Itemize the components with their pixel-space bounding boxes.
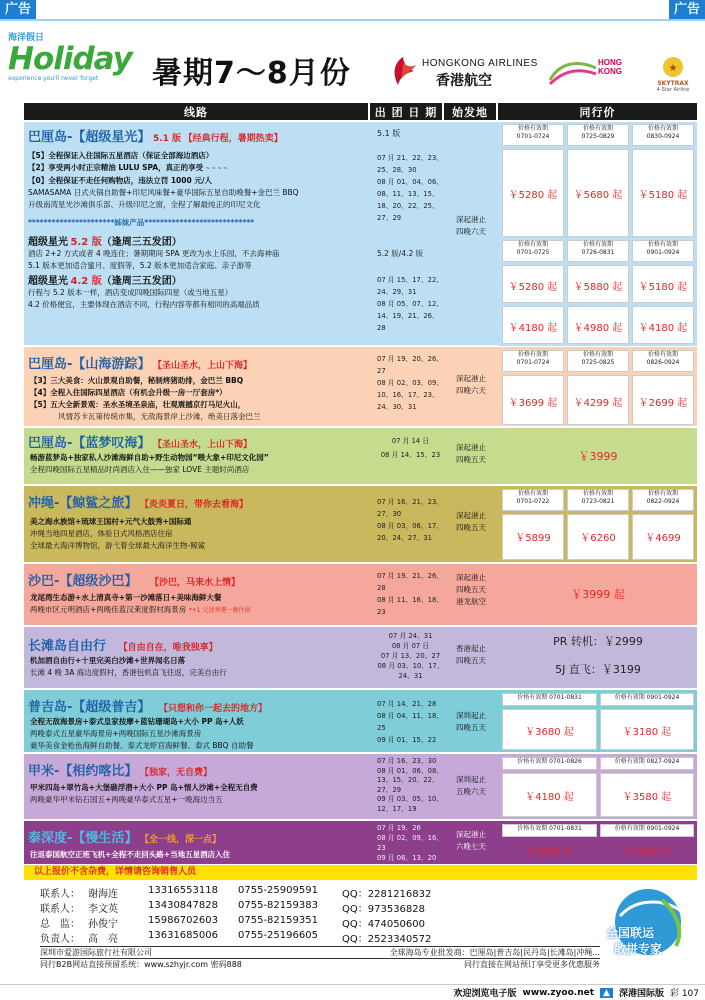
product-42-desc: 行程与 5.2 版本一样，酒店变成四晚国际四星（或当地五星） [28, 288, 233, 297]
price-value: ￥5880 起 [567, 265, 629, 303]
feature-line: 【2】享受两小时正宗精油 LULU SPA，真正的享受 ~ ~ ~ ~ [28, 163, 228, 172]
price-value: ￥4180 起 [632, 306, 694, 344]
section-thailand-deep [24, 820, 697, 864]
section-title-row: 普吉岛-【超级普吉】 【只想和你一起去的地方】 [28, 700, 267, 715]
section-sabah [24, 563, 697, 625]
contact-row: 负责人： 高 亮 13631685006 0755-25196605 QQ：2523340572 [40, 930, 432, 945]
price-period: 价格有效期 0701-0826 [502, 757, 597, 770]
product-42-desc: 4.2 价格便宜，主要体现在酒店不同，行程内容等都有相同的高端品质 [28, 300, 260, 309]
origin-duration: 深起港止 四晚六天 [456, 374, 486, 395]
footer-url[interactable]: www.zyoo.net [522, 987, 595, 998]
feature-line: 龙尾湾生态游+水上清真寺+第一沙滩落日+美味海鲜大餐 [30, 593, 222, 602]
origin-duration: 深圳起止 四晚五天 [456, 711, 486, 732]
price-period: 价格有效期 0822-0924 [632, 489, 694, 511]
feature-line: 【5】五大全新景观：圣水圣境圣泉庙，壮观震撼京打马尼火山， [30, 400, 246, 409]
ad-label-left: 广告 [0, 0, 36, 19]
price-period: 价格有效期 0725-0829 [567, 124, 629, 146]
price-period: 价格有效期 0701-0831 [502, 824, 597, 837]
b2b-note: 同行直接在网站预订享受更多优惠服务 [464, 960, 600, 969]
departure-dates: 07 月 19、20、26、27 08 月 02、03、09、10、16、17、23、24、30、31 [377, 355, 444, 411]
feature-line: 【3】三大美食：火山景观自助餐，秘制烤猪助排，金巴兰 BBQ [30, 376, 244, 385]
date-label: 5.2 版/4.2 版 [377, 249, 424, 258]
airline-bird-icon [388, 55, 418, 87]
sister-products-divider: **********************姊妹产品**************************** [28, 218, 255, 227]
origin-duration: 香港起止 四晚五天 [456, 644, 486, 665]
price-value: ￥3580 起 [600, 773, 694, 817]
footer-brand: 深港国际版 [618, 989, 664, 999]
brand-name: Holiday [8, 41, 132, 77]
price-period: 价格有效期 0901-0924 [600, 693, 694, 706]
feature-line: 甲米四岛+翠竹岛+大堡礁浮潜+大小 PP 岛+情人沙滩+全程无自费 [30, 783, 258, 792]
notice-text: 以上报价不含杂费，详情请咨询销售人员 [34, 867, 197, 877]
departure-dates: 07 月 21、22、23、25、28、30 08 月 01、04、06、08、11、13、15、18、20、22、25、27、29 [377, 154, 444, 222]
feature-line: 全球最大海洋博物馆，游弋着全球最大海洋生物-鲸鲨 [30, 541, 206, 550]
section-title-row: 巴厘岛-【山海游踪】 【圣山圣水，上山下海】 [28, 357, 252, 372]
price-value: ￥5680 起 [525, 847, 574, 858]
skytrax-sub: 4-Star Airline [656, 87, 690, 93]
departure-dates: 07 月 15、17、22、24、29、31 08 月 05、07、12、14、19、21、26、28 [377, 276, 444, 332]
departure-dates: 07 月 16、21、23、27、30 08 月 03、06、17、20、24、27、31 [377, 498, 444, 542]
origin-duration: 深起港止 四晚六天 [456, 215, 486, 236]
feature-line: 往返泰国航空正班飞机+全程不走回头路+当地五星酒店入住 [30, 850, 231, 859]
price-value: ￥5899 [502, 514, 564, 560]
price-value: ￥5680 起 [567, 149, 629, 237]
section-phuket [24, 689, 697, 752]
header-route: 线路 [24, 103, 368, 120]
section-bali-lembongan [24, 427, 697, 484]
price-value: ￥5180 起 [632, 265, 694, 303]
section-title-row: 甲米-【相约喀比】 【独家，无自费】 [28, 764, 212, 779]
price-value: ￥4980 起 [567, 306, 629, 344]
airline-name-cn: 香港航空 [436, 73, 492, 89]
price-value: ￥3180 起 [600, 709, 694, 750]
price-period: 价格有效期 0701-0724 [502, 124, 564, 146]
page-number: 彩 107 [669, 989, 699, 999]
section-title-row: 泰深度-【慢生活】 【全一线，深一点】 [28, 831, 221, 846]
product-52-desc: 酒店 2+2 方式或者 4 晚连住；暑期期间 SPA 更改为水上乐园，不去海神庙 [28, 249, 280, 258]
skytrax-text: SKYTRAX [657, 80, 689, 87]
section-boracay [24, 626, 697, 688]
price-period: 价格有效期 0701-0722 [502, 489, 564, 511]
price-value: ￥4180 起 [502, 306, 564, 344]
price-period: 价格有效期 0701-0724 [502, 350, 564, 372]
feature-line: 风情苏卡瓦第传统市集，无敌海景岸上沙滩，绝美日落金巴兰 [58, 412, 261, 421]
price-period: 价格有效期 0701-0831 [502, 693, 597, 706]
price-period: 价格有效期 0827-0924 [600, 757, 694, 770]
ad-label-right: 广告 [669, 0, 705, 19]
globe-badge: 全国联运 散拼专家 [598, 886, 698, 960]
departure-dates: 07 月 19、26 08 月 02、09、16、23 09 月 06、13、20 [377, 824, 444, 862]
price-period: 价格有效期 0830-0924 [632, 124, 694, 146]
origin-duration: 深起港止 四晚五天 [456, 511, 486, 532]
section-krabi [24, 753, 697, 819]
price-period: 价格有效期 0701-0725 [502, 240, 564, 262]
price-value: 5J 直飞：￥3199 [555, 663, 641, 676]
feature-line: 两晚豪华甲米钻石国五+两晚豪华泰式五星+一晚海边当五 [30, 795, 223, 804]
company-slogan: 全球海岛专业批发商：巴厘岛|普吉岛|民丹岛|长滩岛|冲绳... [389, 948, 600, 957]
product-52-desc: 5.1 版本更加适合蜜月、度假等，5.2 版本更加适合家庭、亲子游等 [28, 261, 252, 270]
price-value: ￥5180 起 [632, 149, 694, 237]
section-okinawa [24, 485, 697, 562]
airline-name-en: HONGKONG AIRLINES [422, 58, 538, 69]
price-value: ￥5280 起 [502, 149, 564, 237]
section-bali-mountain [24, 346, 697, 426]
skytrax-logo [648, 56, 698, 96]
feature-line: 冲绳当地四星酒店，体验日式风格酒店住宿 [30, 529, 173, 538]
swoosh-icon [548, 54, 598, 90]
feature-line: 【4】全程入住国际四星酒店（有机会升级一房一厅套房*） [30, 388, 227, 397]
origin-duration: 深起港止 四晚五天 港龙航空 [456, 573, 486, 606]
price-value: ￥3999 起 [571, 588, 625, 601]
section-version: 5.1 版 [152, 134, 182, 144]
brand-tagline: experience you'll never forget [8, 75, 99, 82]
origin-duration: 深起港止 六晚七天 [456, 830, 486, 851]
company-name: 深圳市爱游国际旅行社有限公司 [40, 948, 152, 957]
price-value: ￥3699 起 [502, 375, 564, 425]
header-price: 同行价 [498, 103, 697, 120]
price-value: ￥6260 [567, 514, 629, 560]
origin-duration: 深圳起止 五晚六天 [456, 775, 486, 796]
price-period: 价格有效期 0826-0924 [632, 350, 694, 372]
page-footer [0, 984, 705, 1000]
contact-row: 联系人： 谢海连 13316553118 0755-25909591 QQ：2281216832 [40, 885, 432, 900]
price-value: ￥4180 起 [502, 773, 597, 817]
notice-bar [24, 865, 697, 880]
price-period: 价格有效期 0723-0821 [567, 489, 629, 511]
company-info [40, 946, 600, 970]
brand-small: 海洋假日 [8, 33, 45, 43]
date-label: 5.1 版 [377, 129, 401, 138]
price-period: 价格有效期 0901-0924 [632, 240, 694, 262]
price-value: ￥4999 起 [622, 847, 672, 858]
departure-dates: 07 月 14 日 08 月 14、15、23 [380, 437, 441, 459]
feature-line: 豪华美食金枪鱼海鲜自助餐、泰式龙虾宫海鲜餐、泰式 BBQ 自助餐 [30, 741, 254, 750]
contact-row: 联系人： 李文英 13430847828 0755-82159383 QQ：973536828 [40, 900, 426, 915]
feature-line: 畅游蓝梦岛+独家私人沙滩海鲜自助+野生动物园“喂大象+印尼文化园” [30, 453, 269, 462]
hongkong-airlines-logo [388, 55, 538, 93]
price-value: ￥4699 [632, 514, 694, 560]
price-value: ￥4299 起 [567, 375, 629, 425]
contacts-list [40, 885, 600, 945]
price-period: 价格有效期 0901-0924 [600, 824, 694, 837]
section-title-row: 巴厘岛-【蓝梦叹海】 【圣山圣水，上山下海】 [28, 436, 252, 451]
hongkong-brand-logo [548, 54, 644, 90]
footer-badge-icon: ▲ [600, 988, 613, 998]
origin-duration: 深起港止 四晚五天 [456, 443, 486, 464]
section-tag: 【经典行程，暑期热卖】 [183, 134, 283, 144]
departure-dates: 07 月 24、31 08 月 07 日 07 月 13、20、27 08 月 03、10、17、24、31 [377, 632, 444, 680]
feature-line: SAMASAMA 日式火锅自助餐+印尼风味餐+豪华国际五星自助晚餐+金巴兰 BBQ [28, 188, 299, 197]
price-value: ￥3680 起 [502, 709, 597, 750]
feature-line: 两晚泰式五星豪华海景房+两晚国际五星沙滩海景房 [30, 729, 202, 738]
feature-line: 全程无敌海景房+泰式皇家按摩+蓝钻珊瑚岛+大小 PP 岛+人妖 [30, 717, 244, 726]
svg-text:★: ★ [668, 63, 678, 74]
section-title-row: 长滩岛自由行 【自由自在，唯我独享】 [28, 639, 218, 654]
holiday-logo [8, 30, 132, 96]
price-period: 价格有效期 0725-0825 [567, 350, 629, 372]
feature-line: 机加酒自由行+十里完美白沙滩+世界闻名日落 [30, 656, 186, 665]
price-value: PR 转机：￥2999 [553, 635, 643, 648]
stars-icon [661, 56, 685, 78]
b2b-site: 同行B2B网站直接预留系统：www.szhyjr.com 密码888 [40, 960, 242, 969]
section-title-row: 冲绳-【鲸鲨之旅】 【炎炎夏日，带你去看海】 [28, 496, 248, 511]
departure-dates: 07 月 19、21、26、28 08 月 11、16、18、23 [377, 572, 444, 616]
hk-brand-text: HONG KONG [598, 58, 622, 76]
feature-line: 两晚市区元明酒店+两晚佳蓝汉莱度假村海景房 *+1 元送香港一晚住宿 [30, 605, 251, 614]
feature-line: 升级南湾星光沙滩俱乐部、升级印尼之窗，全程了解最纯正的印尼文化 [28, 200, 261, 209]
footer-text: 欢迎浏览电子版 [453, 989, 517, 999]
product-52-title: 超级星光 5.2 版（逢周三五发团） [28, 237, 182, 248]
price-value: ￥5280 起 [502, 265, 564, 303]
feature-line: 长滩 4 晚 3A 海边度假村，香港包机直飞往返，完美自由行 [30, 668, 227, 677]
section-title-row [28, 126, 370, 145]
header-origin: 始发地 [444, 103, 496, 120]
feature-line: 全程四晚国际五星精品时尚酒店入住——独家 LOVE 主题时尚酒店 [30, 465, 250, 474]
top-divider [0, 19, 705, 21]
contact-row: 总 监： 孙俊宁 15986702603 0755-82159351 QQ：474050600 [40, 915, 426, 930]
section-title: 巴厘岛-【超级星光】 [28, 130, 151, 145]
feature-line: 【0】全程保证不走任何购物店，违法立罚 1000 元/人 [28, 176, 213, 185]
feature-line: 美之海水族馆+琉球王国村+元气大鼓秀+国际通 [30, 517, 192, 526]
header-date: 出 团 日 期 [370, 103, 442, 120]
price-value: ￥2699 起 [632, 375, 694, 425]
price-period: 价格有效期 0726-0831 [567, 240, 629, 262]
departure-dates: 07 月 16、23、30 08 月 01、06、08、13、15、20、22、27、29 09 月 03、05、10、12、17、19 [377, 757, 444, 813]
page-title: 暑期7～8月份 [152, 56, 351, 91]
product-42-title: 超级星光 4.2 版（逢周三五发团） [28, 276, 182, 287]
price-value: ￥3999 [578, 450, 618, 463]
section-bali-star [24, 121, 697, 345]
feature-line: 【5】全程保证入住国际五星酒店（保证全部海边酒店） [28, 151, 214, 160]
section-title-row: 沙巴-【超级沙巴】 【沙巴，马来水上情】 [28, 574, 240, 589]
departure-dates: 07 月 14、21、28 08 月 04、11、18、25 09 月 01、15、22 [377, 700, 444, 744]
